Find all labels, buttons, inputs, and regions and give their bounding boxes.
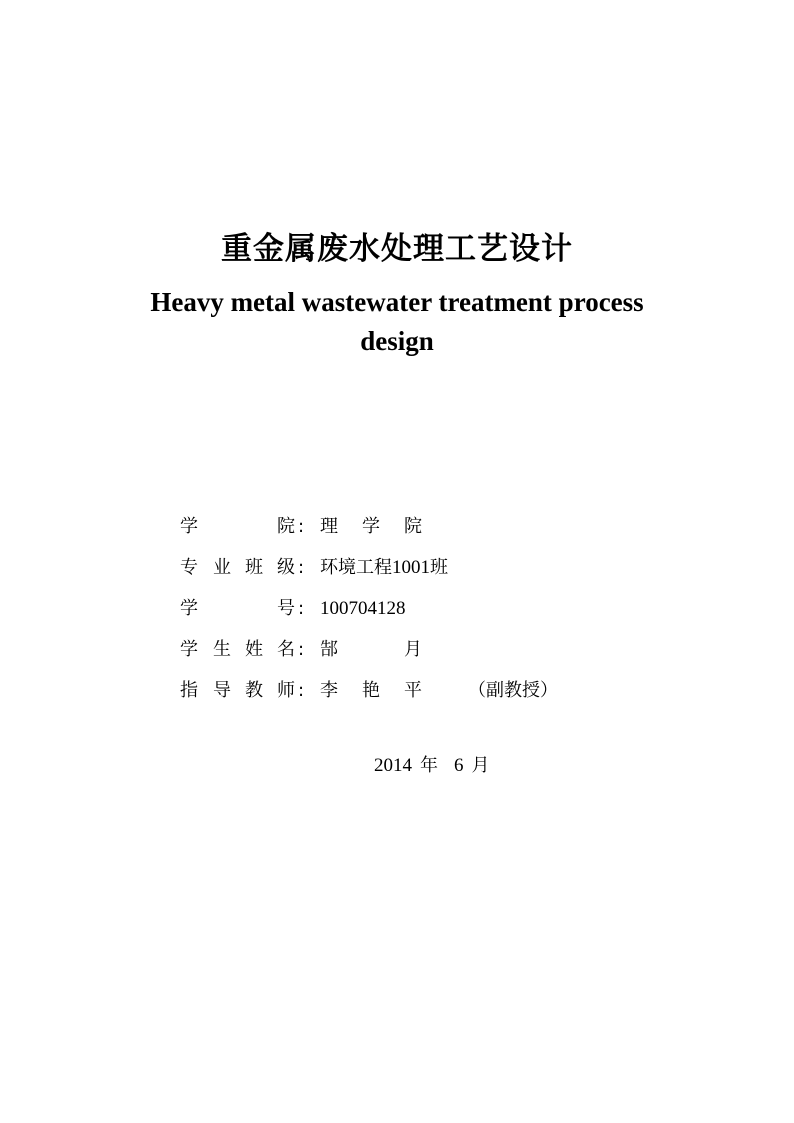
info-row-advisor [180,677,680,718]
student-id-value [320,595,406,623]
advisor-label [180,677,305,705]
student-id-label-char-2: 号 [277,598,295,619]
date-year: 2014 [374,755,412,776]
student-info-block [180,513,680,718]
title-chinese: 重金属废水处理工艺设计 [221,231,573,267]
advisor-title: （副教授） [468,680,558,701]
advisor-name-char-1: 李 [320,680,338,701]
info-row-student-name [180,636,680,677]
student-id-number: 100704128 [320,598,406,619]
college-value-char-3: 院 [404,516,422,537]
college-value-char-2: 学 [362,516,380,537]
advisor-label-char-2: 导 [213,680,231,701]
info-row-major-class [180,554,680,595]
student-name-char-2: 月 [404,639,422,660]
major-class-label [180,554,305,582]
student-name-value [320,636,422,664]
student-name-colon: : [298,639,305,660]
college-value-char-1: 理 [320,516,338,537]
student-name-label-char-1: 学 [180,639,198,660]
major-class-label-char-3: 班 [245,557,263,578]
title-english-line-2: design [360,326,434,356]
title-english [100,283,694,361]
advisor-label-char-3: 教 [245,680,263,701]
student-name-char-1: 郜 [320,639,338,660]
major-class-colon: : [298,557,305,578]
college-label-char-1: 学 [180,516,198,537]
major-class-value-suffix: 班 [430,557,448,578]
date-month-unit: 月 [471,755,490,776]
info-row-student-id [180,595,680,636]
info-row-college [180,513,680,554]
student-name-label-char-4: 名 [277,639,295,660]
major-class-value-number: 1001 [392,557,430,578]
advisor-label-char-1: 指 [180,680,198,701]
college-label-char-2: 院 [277,516,295,537]
major-class-label-char-4: 级 [277,557,295,578]
student-id-label [180,595,305,623]
college-label [180,513,305,541]
advisor-name-char-3: 平 [404,680,422,701]
college-colon: : [298,516,305,537]
title-english-line-1: Heavy metal wastewater treatment process [150,287,644,317]
student-name-label-char-2: 生 [213,639,231,660]
date-year-unit: 年 [420,755,438,776]
student-name-label [180,636,305,664]
advisor-colon: : [298,680,305,701]
student-name-label-char-3: 姓 [245,639,263,660]
student-id-colon: : [298,598,305,619]
date-line [374,752,490,780]
college-value [320,513,422,541]
advisor-label-char-4: 师 [277,680,295,701]
major-class-value [320,554,448,582]
major-class-label-char-1: 专 [180,557,198,578]
advisor-value [320,677,558,705]
major-class-label-char-2: 业 [213,557,231,578]
advisor-name-char-2: 艳 [362,680,380,701]
student-id-label-char-1: 学 [180,598,198,619]
major-class-value-prefix: 环境工程 [320,557,392,578]
date-month: 6 [454,755,464,776]
